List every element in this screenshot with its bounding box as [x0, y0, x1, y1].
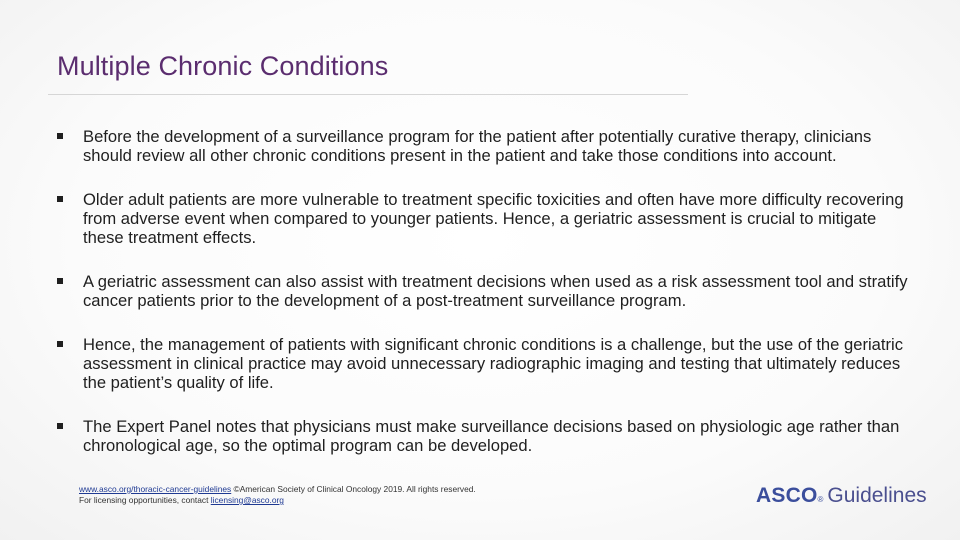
footer-line-2	[79, 495, 476, 506]
logo-guidelines-text: Guidelines	[827, 484, 927, 507]
bullet-item	[57, 127, 917, 165]
bullet-item	[57, 272, 917, 310]
square-bullet-icon	[57, 278, 63, 284]
bullet-list	[57, 127, 917, 455]
bullet-item	[57, 335, 917, 392]
square-bullet-icon	[57, 341, 63, 347]
square-bullet-icon	[57, 196, 63, 202]
bullet-text: A geriatric assessment can also assist with treatment decisions when used as a risk assessment tool and stratify cancer patients prior to the development of a post-treatment surveillance program.	[83, 272, 908, 310]
bullet-item	[57, 417, 917, 455]
logo-asco-text: ASCO	[756, 484, 818, 507]
bullet-item	[57, 190, 917, 247]
square-bullet-icon	[57, 423, 63, 429]
bullet-text: Hence, the management of patients with significant chronic conditions is a challenge, but the use of the geriatric assessment in clinical practice may avoid unnecessary radiographic imaging and testing that ultimately reduces the patient’s quality of life.	[83, 335, 904, 392]
licensing-text: For licensing opportunities, contact	[79, 495, 211, 505]
copyright-text: ©American Society of Clinical Oncology 2019. All rights reserved.	[231, 484, 476, 494]
guidelines-url-link[interactable]: www.asco.org/thoracic-cancer-guidelines	[79, 484, 232, 494]
square-bullet-icon	[57, 133, 63, 139]
asco-guidelines-logo	[756, 484, 927, 508]
licensing-email-link[interactable]: licensing@asco.org	[210, 495, 284, 505]
footer-line-1	[79, 484, 476, 495]
logo-registered-mark: ®	[817, 495, 824, 504]
bullet-text: Older adult patients are more vulnerable to treatment specific toxicities and often have more difficulty recovering from adverse event when compared to younger patients. Hence, a geriatric assessment is crucial to mitigate these treatment effects.	[83, 190, 904, 247]
bullet-text: The Expert Panel notes that physicians must make surveillance decisions based on physiologic age rather than chronological age, so the optimal program can be developed.	[83, 417, 900, 455]
bullet-text: Before the development of a surveillance program for the patient after potentially curative therapy, clinicians should review all other chronic conditions present in the patient and take those conditions into account.	[83, 127, 872, 165]
footer	[79, 484, 476, 506]
slide-title: Multiple Chronic Conditions	[57, 51, 389, 81]
title-divider	[48, 94, 688, 95]
